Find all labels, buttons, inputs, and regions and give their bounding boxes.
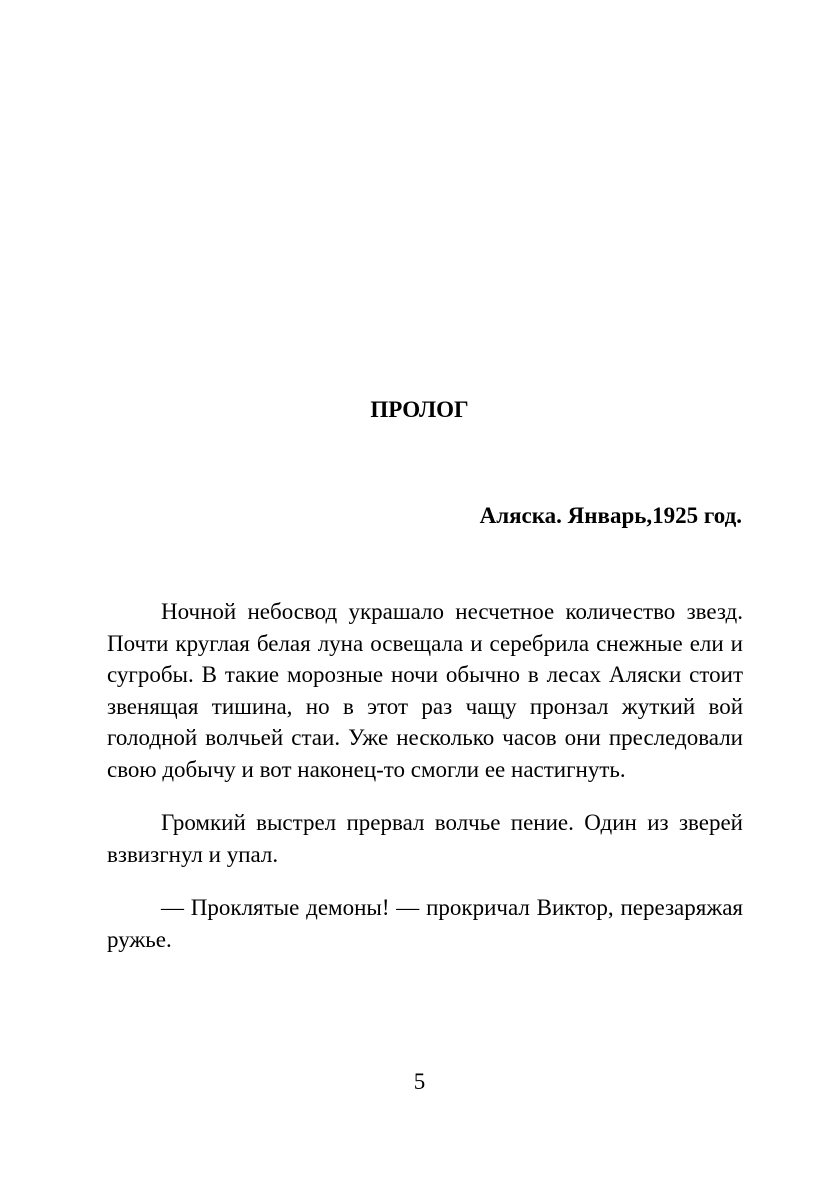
paragraph: Ночной небосвод украшало несчетное количество звезд. Почти круглая белая луна освещала и серебрила снежные ели и сугробы. В такие морозные ночи обычно в лесах Аляски стоит звенящая тишина, но в этот раз чащу пронзал жуткий вой голодной волчьей стаи. Уже несколько часов они преследовали свою добычу и вот наконец-то смогли ее настигнуть. [107,599,743,782]
body-text [107,596,743,977]
chapter-epigraph: Аляска. Январь,1925 год. [479,503,742,528]
page-number: 5 [413,1069,426,1094]
paragraph: Громкий выстрел прервал волчье пение. Один из зверей взвизгнул и упал. [107,810,743,867]
chapter-title: ПРОЛОГ [370,397,469,422]
paragraph: — Проклятые демоны! — прокричал Виктор, перезаряжая ружье. [107,895,743,952]
